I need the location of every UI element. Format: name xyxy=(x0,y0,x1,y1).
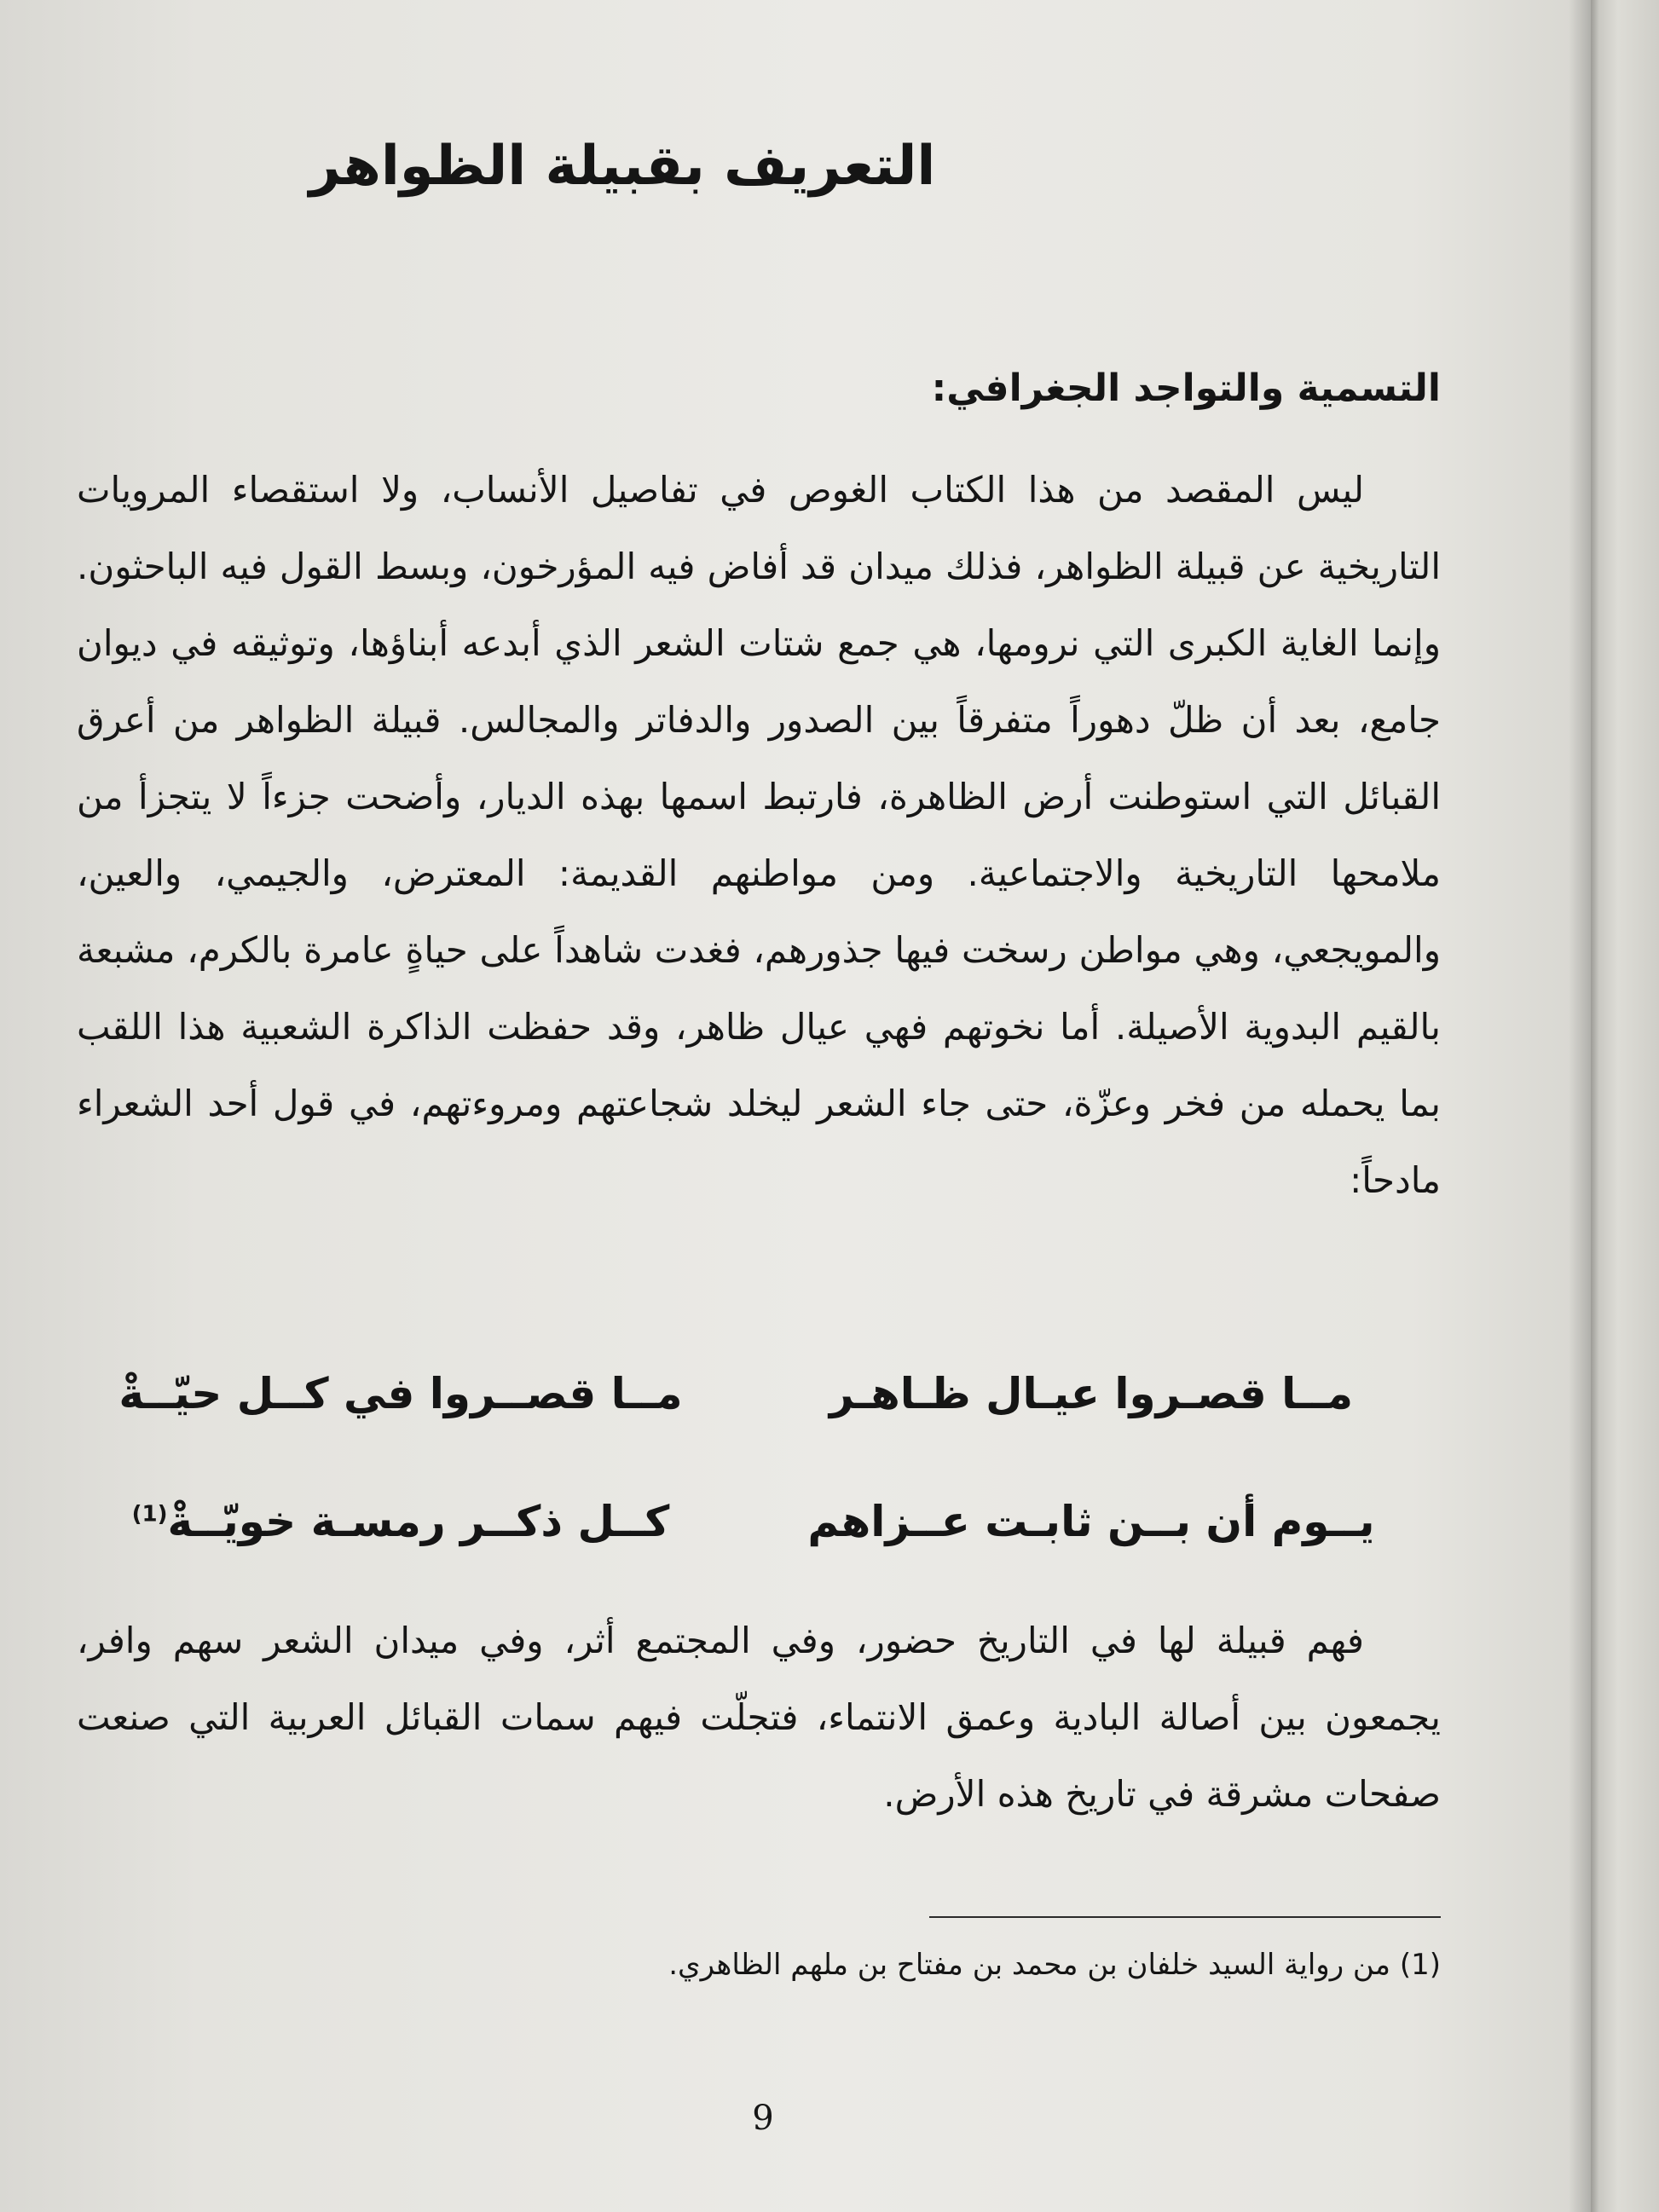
verse-2-text: كــل ذكــر رمسـة خويّــةْ xyxy=(167,1497,670,1546)
footnote: (1) من رواية السيد خلفان بن محمد بن مفتاح بن ملهم الظاهري. xyxy=(668,1948,1441,1982)
paragraph-intro: ليس المقصد من هذا الكتاب الغوص في تفاصيل الأنساب، ولا استقصاء المرويات التاريخية عن قبيلة الظواهر، فذلك ميدان قد أفاض فيه المؤرخون، وبسط القول فيه الباحثون. وإنما الغاية الكبرى التي نرومها، هي جمع شتات الشعر الذي أبدعه أبناؤها، وتوثيقه في ديوان جامع، بعد أن ظلّ دهوراً متفرقاً بين الصدور والدفاتر والمجالس. قبيلة الظواهر من أعرق القبائل التي استوطنت أرض الظاهرة، فارتبط اسمها بهذه الديار، وأضحت جزءاً لا يتجزأ من ملامحها التاريخية والاجتماعية. ومن مواطنهم القديمة: المعترض، والجيمي، والعين، والمويجعي، وهي مواطن رسخت فيها جذورهم، فغدت شاهداً على حياةٍ عامرة بالكرم، مشبعة بالقيم البدوية الأصيلة. أما نخوتهم فهي عيال ظاهر، وقد حفظت الذاكرة الشعبية هذا اللقب بما يحمله من فخر وعزّة، حتى جاء الشعر ليخلد شجاعتهم ومروءتهم، في قول أحد الشعراء مادحاً: xyxy=(77,469,1441,1201)
section-heading: التسمية والتواجد الجغرافي: xyxy=(931,367,1441,410)
page-gutter-shadow xyxy=(1569,0,1591,2212)
verse-2-second-half-text: يــوم أن بــن ثابـت عــزاهم xyxy=(807,1497,1375,1546)
poem-verse-1 xyxy=(77,1347,1407,1441)
adjacent-page-edge xyxy=(1591,0,1659,2212)
book-page xyxy=(77,94,1449,2174)
verse-1-second-hemistich: مــا قصــروا في كــل حيّــةْ xyxy=(118,1369,683,1418)
footnote-divider xyxy=(929,1916,1441,1918)
verse-2-first-hemistich xyxy=(776,1475,1407,1568)
verse-1-first-hemistich: مــا قصـروا عيـال ظـاهـر xyxy=(829,1369,1354,1418)
page-number: 9 xyxy=(752,2099,774,2138)
page-title: التعريف بقبيلة الظواهر xyxy=(309,135,936,198)
footnote-marker: (1) xyxy=(131,1501,168,1528)
verse-2-second-hemistich xyxy=(77,1475,725,1568)
poem-verse-2 xyxy=(77,1475,1407,1568)
paragraph-conclusion: فهم قبيلة لها في التاريخ حضور، وفي المجتمع أثر، وفي ميدان الشعر سهم وافر، يجمعون بين أصالة البادية وعمق الانتماء، فتجلّت فيهم سمات القبائل العربية التي صنعت صفحات مشرقة في تاريخ هذه الأرض. xyxy=(77,1620,1441,1815)
